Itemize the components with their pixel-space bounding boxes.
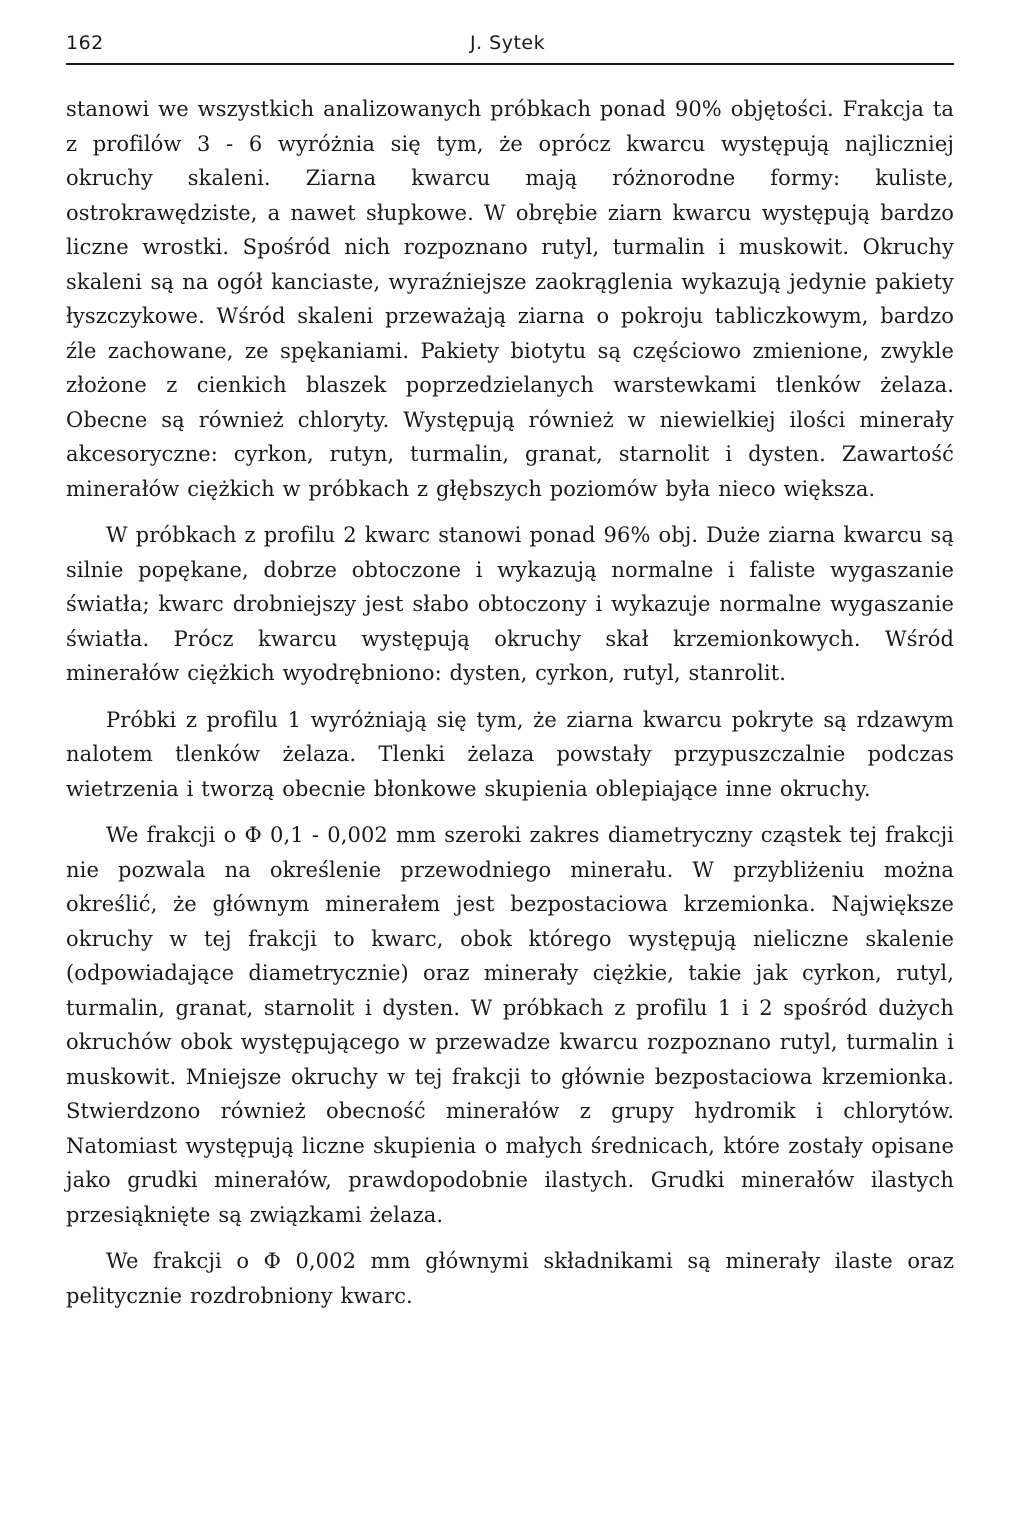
page-number: 162 xyxy=(66,32,104,54)
body-text xyxy=(66,92,954,1313)
paragraph-fraction-0-002: We frakcji o Φ 0,002 mm głównymi składnikami są minerały ilaste oraz pelitycznie rozdrobniony kwarc. xyxy=(66,1249,954,1308)
page xyxy=(66,32,954,1313)
paragraph-continued: stanowi we wszystkich analizowanych próbkach ponad 90% objętości. Frakcja ta z profilów 3 - 6 wyróżnia się tym, że oprócz kwarcu występują najliczniej okruchy skaleni. Ziarna kwarcu mają różnorodne formy: kuliste, ostrokrawędziste, a nawet słupkowe. W obrębie ziarn kwarcu występują bardzo liczne wrostki. Spośród nich rozpoznano rutyl, turmalin i muskowit. Okruchy skaleni są na ogół kanciaste, wyraźniejsze zaokrąglenia wykazują jedynie pakiety łyszczykowe. Wśród skaleni przeważają ziarna o pokroju tabliczkowym, bardzo źle zachowane, ze spękaniami. Pakiety biotytu są częściowo zmienione, zwykle złożone z cienkich blaszek poprzedzielanych warstewkami tlenków żelaza. Obecne są również chloryty. Występują również w niewielkiej ilości minerały akcesoryczne: cyrkon, rutyn, turmalin, granat, starnolit i dysten. Zawartość minerałów ciężkich w próbkach z głębszych poziomów była nieco większa. xyxy=(66,97,954,501)
running-head xyxy=(66,32,954,58)
running-head-author: J. Sytek xyxy=(470,32,546,54)
paragraph-profile-1: Próbki z profilu 1 wyróżniają się tym, że ziarna kwarcu pokryte są rdzawym nalotem tlenków żelaza. Tlenki żelaza powstały przypuszczalnie podczas wietrzenia i tworzą obecnie błonkowe skupienia oblepiające inne okruchy. xyxy=(66,707,954,801)
header-rule xyxy=(66,63,954,65)
paragraph-fraction-0-1: We frakcji o Φ 0,1 - 0,002 mm szeroki zakres diametryczny cząstek tej frakcji nie pozwala na określenie przewodniego minerału. W przybliżeniu można określić, że głównym minerałem jest bezpostaciowa krzemionka. Największe okruchy w tej frakcji to kwarc, obok którego występują nieliczne skalenie (odpowiadające diametrycznie) oraz minerały ciężkie, takie jak cyrkon, rutyl, turmalin, granat, starnolit i dysten. W próbkach z profilu 1 i 2 spośród dużych okruchów obok występującego w przewadze kwarcu rozpoznano rutyl, turmalin i muskowit. Mniejsze okruchy w tej frakcji to głównie bezpostaciowa krzemionka. Stwierdzono również obecność minerałów z grupy hydromik i chlorytów. Natomiast występują liczne skupienia o małych średnicach, które zostały opisane jako grudki minerałów, prawdopodobnie ilastych. Grudki minerałów ilastych przesiąknięte są związkami żelaza. xyxy=(66,823,954,1227)
paragraph-profile-2: W próbkach z profilu 2 kwarc stanowi ponad 96% obj. Duże ziarna kwarcu są silnie popękane, dobrze obtoczone i wykazują normalne i faliste wygaszanie światła; kwarc drobniejszy jest słabo obtoczony i wykazuje normalne wygaszanie światła. Prócz kwarcu występują okruchy skał krzemionkowych. Wśród minerałów ciężkich wyodrębniono: dysten, cyrkon, rutyl, stanrolit. xyxy=(66,523,954,685)
